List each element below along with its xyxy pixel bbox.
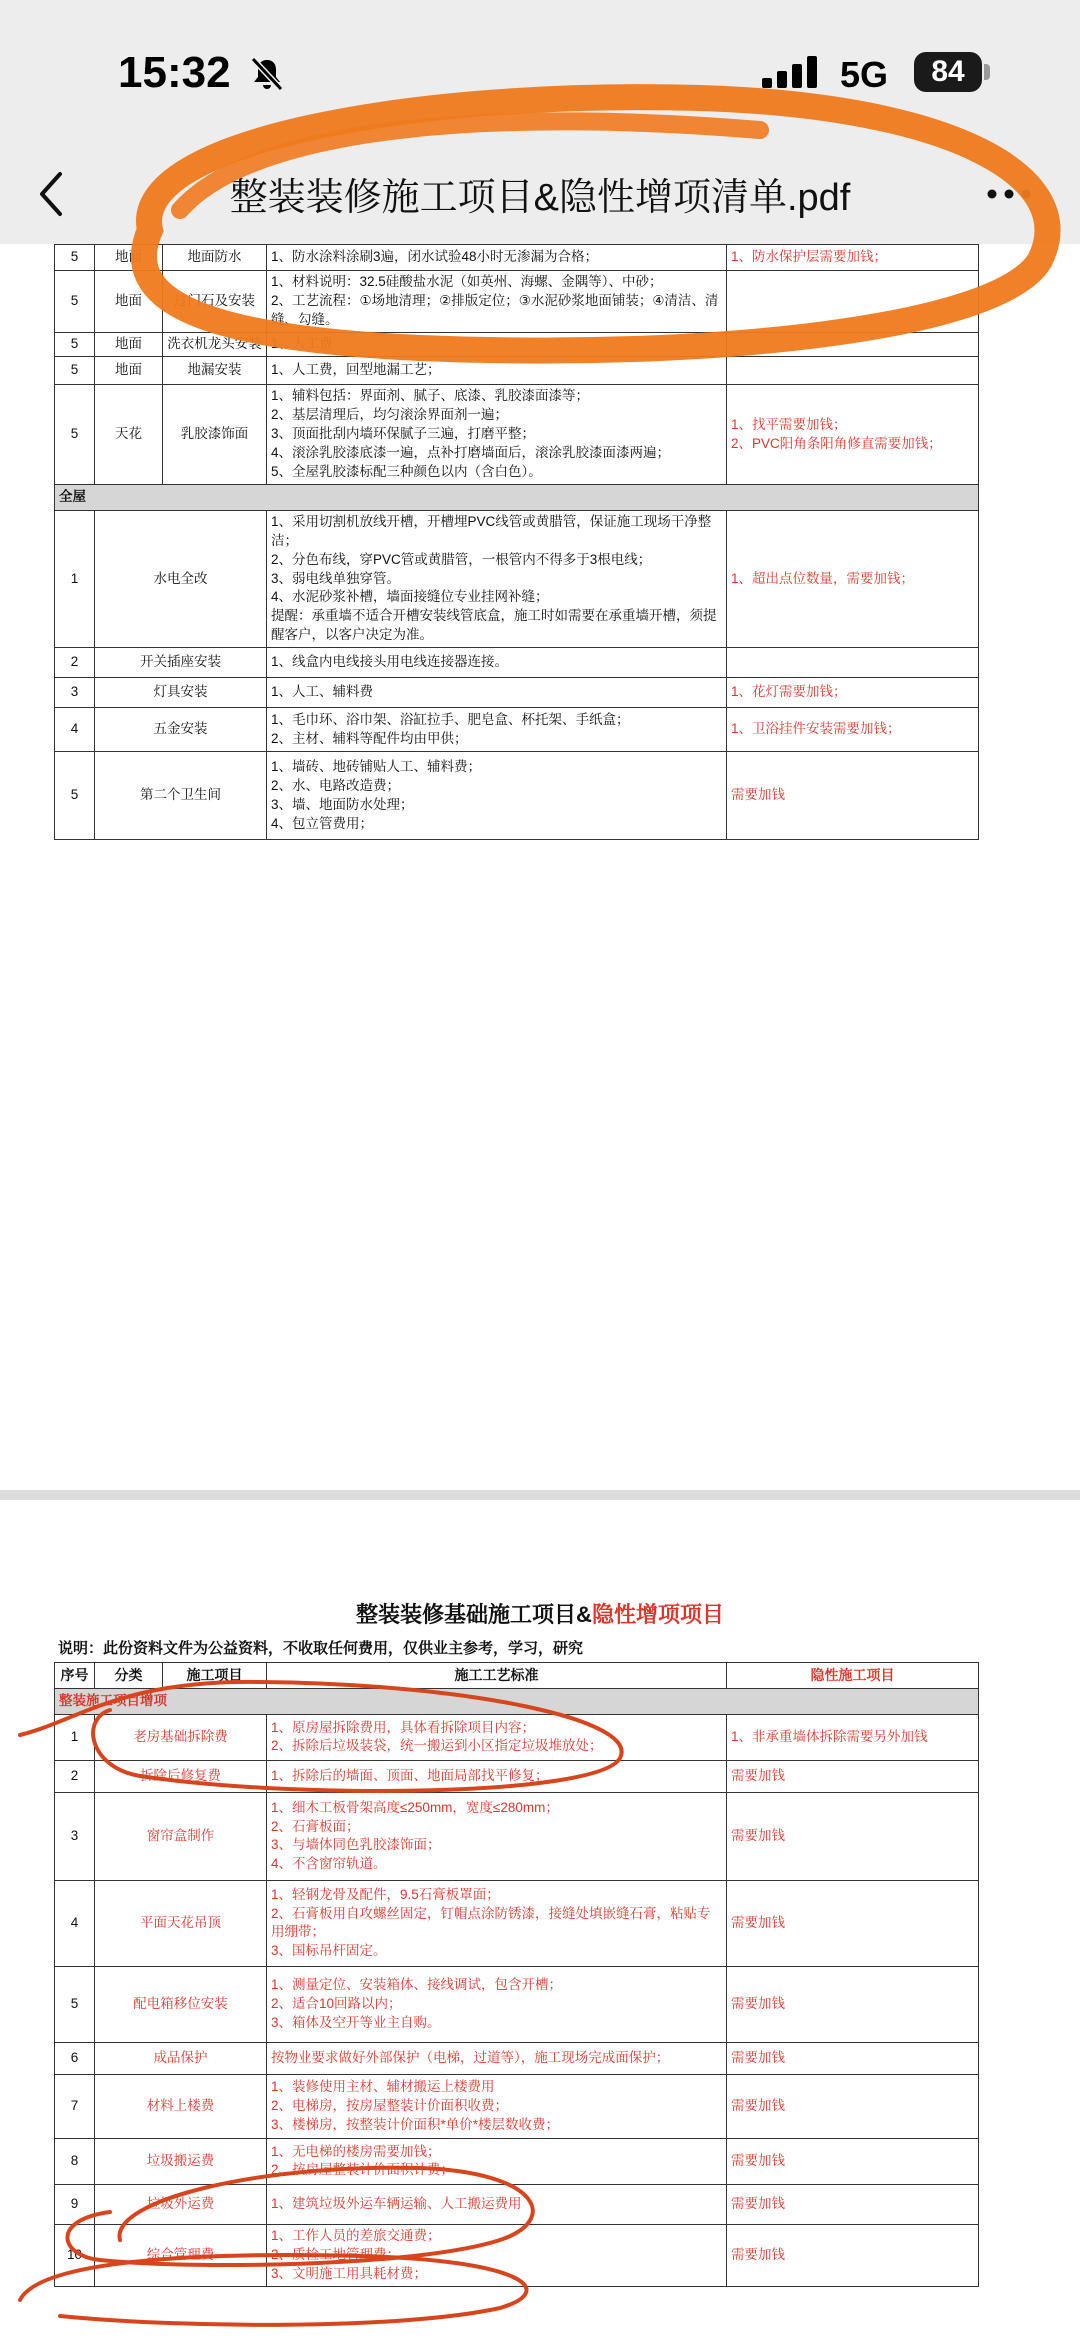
network-type: 5G	[840, 54, 889, 95]
signal-icon	[762, 56, 822, 88]
table-row: 1 老房基础拆除费 1、原房屋拆除费用，具体看拆除项目内容； 2、拆除后垃圾装袋，统一搬运到小区指定垃圾堆放处； 1、非承重墙体拆除需要另外加钱	[55, 1714, 979, 1760]
bell-slash-icon	[250, 56, 284, 92]
table-row: 5 地面 洗衣机龙头安装 1、人工费	[55, 333, 979, 357]
table-row: 5 天花 乳胶漆饰面 1、辅料包括：界面剂、腻子、底漆、乳胶漆面漆等； 2、基层清理后，均匀滚涂界面剂一遍； 3、顶面批刮内墙环保腻子三遍，打磨平整； 4、滚涂乳胶漆底漆一遍，点补打磨墙面后，滚涂乳胶漆面漆两遍； 5、全屋乳胶漆标配三种颜色以内（含白色）。 1、找平需要加钱； 2、PVC阳角条阳角修直需要加钱；	[55, 385, 979, 485]
more-dots-icon[interactable]	[986, 188, 1032, 200]
page-divider	[0, 1490, 1080, 1500]
table-row: 1 水电全改 1、采用切割机放线开槽，开槽埋PVC线管或黄腊管，保证施工现场干净整洁； 2、分色布线，穿PVC管或黄腊管，一根管内不得多于3根电线； 3、弱电线单独穿管。 4、水泥砂浆补槽，墙面接缝位专业挂网补缝； 提醒：承重墙不适合开槽安装线管底盒，施工时如需要在承重墙开槽，须提醒客户，以客户决定为准。 1、超出点位数量，需要加钱；	[55, 510, 979, 647]
page-title: 整装装修基础施工项目&隐性增项项目	[356, 1602, 724, 1627]
table-row: 5 地面 地面防水 1、防水涂料涂刷3遍，闭水试验48小时无渗漏为合格； 1、防水保护层需要加钱；	[55, 245, 979, 271]
table-row: 6 成品保护 按物业要求做好外部保护（电梯，过道等），施工现场完成面保护； 需要加钱	[55, 2042, 979, 2074]
table-row: 10 综合管理费 1、工作人员的差旅交通费； 2、质检工地管理费； 3、文明施工用具耗材费； 需要加钱	[55, 2224, 979, 2286]
table-row: 4 平面天花吊顶 1、轻钢龙骨及配件，9.5石膏板罩面； 2、石膏板用自攻螺丝固定，钉帽点涂防锈漆，接缝处填嵌缝石膏，粘贴专用绷带； 3、国标吊杆固定。 需要加钱	[55, 1880, 979, 1966]
battery-cap	[984, 64, 990, 80]
table-row: 5 配电箱移位安装 1、测量定位、安装箱体、接线调试，包含开槽； 2、适合10回路以内； 3、箱体及空开等业主自购。 需要加钱	[55, 1966, 979, 2042]
table-row: 5 地面 地漏安装 1、人工费，回型地漏工艺；	[55, 357, 979, 385]
section-header: 全屋	[55, 485, 979, 511]
disclaimer-note: 说明：此份资料文件为公益资料，不收取任何费用，仅供业主参考，学习，研究	[58, 1640, 584, 1657]
status-bar	[0, 0, 1080, 140]
table-row: 7 材料上楼费 1、装修使用主材、辅材搬运上楼费用 2、电梯房，按房屋整装计价面积收费； 3、楼梯房，按整装计价面积*单价*楼层数收费； 需要加钱	[55, 2074, 979, 2138]
table-row: 9 垃圾外运费 1、建筑垃圾外运车辆运输、人工搬运费用 需要加钱	[55, 2184, 979, 2224]
nav-bar	[0, 140, 1080, 244]
table-row: 3 窗帘盒制作 1、细木工板骨架高度≤250mm，宽度≤280mm； 2、石膏板面； 3、与墙体同色乳胶漆饰面； 4、不含窗帘轨道。 需要加钱	[55, 1792, 979, 1880]
chevron-left-icon[interactable]	[36, 170, 66, 218]
table-row: 5 地面 过门石及安装 1、材料说明：32.5硅酸盐水泥（如英州、海螺、金隅等）、中砂； 2、工艺流程：①场地清理；②排版定位；③水泥砂浆地面铺装；④清洁、清缝、勾缝。	[55, 271, 979, 333]
table-row: 3 灯具安装 1、人工、辅料费 1、花灯需要加钱；	[55, 678, 979, 708]
document-title: 整装装修施工项目&隐性增项清单.pdf	[229, 177, 851, 219]
construction-table-2	[54, 1662, 979, 2287]
table-header-row: 序号 分类 施工项目 施工工艺标准 隐性施工项目	[55, 1663, 979, 1689]
pdf-page-2	[0, 1500, 1080, 2341]
table-row: 2 拆除后修复费 1、拆除后的墙面、顶面、地面局部找平修复； 需要加钱	[55, 1760, 979, 1792]
table-row: 8 垃圾搬运费 1、无电梯的楼房需要加钱； 2、按房屋整装计价面积计费； 需要加钱	[55, 2138, 979, 2184]
table-row: 5 第二个卫生间 1、墙砖、地砖铺贴人工、辅料费； 2、水、电路改造费； 3、墙、地面防水处理； 4、包立管费用； 需要加钱	[55, 752, 979, 840]
battery-level: 84	[914, 52, 982, 92]
table-row: 4 五金安装 1、毛巾环、浴巾架、浴缸拉手、肥皂盒、杯托架、手纸盒； 2、主材、辅料等配件均由甲供； 1、卫浴挂件安装需要加钱；	[55, 708, 979, 752]
construction-table-1	[54, 244, 979, 840]
pdf-page-1	[0, 244, 1080, 1490]
section-header: 整装施工项目增项	[55, 1689, 979, 1715]
table-row: 2 开关插座安装 1、线盒内电线接头用电线连接器连接。	[55, 648, 979, 678]
clock: 15:32	[118, 48, 231, 97]
